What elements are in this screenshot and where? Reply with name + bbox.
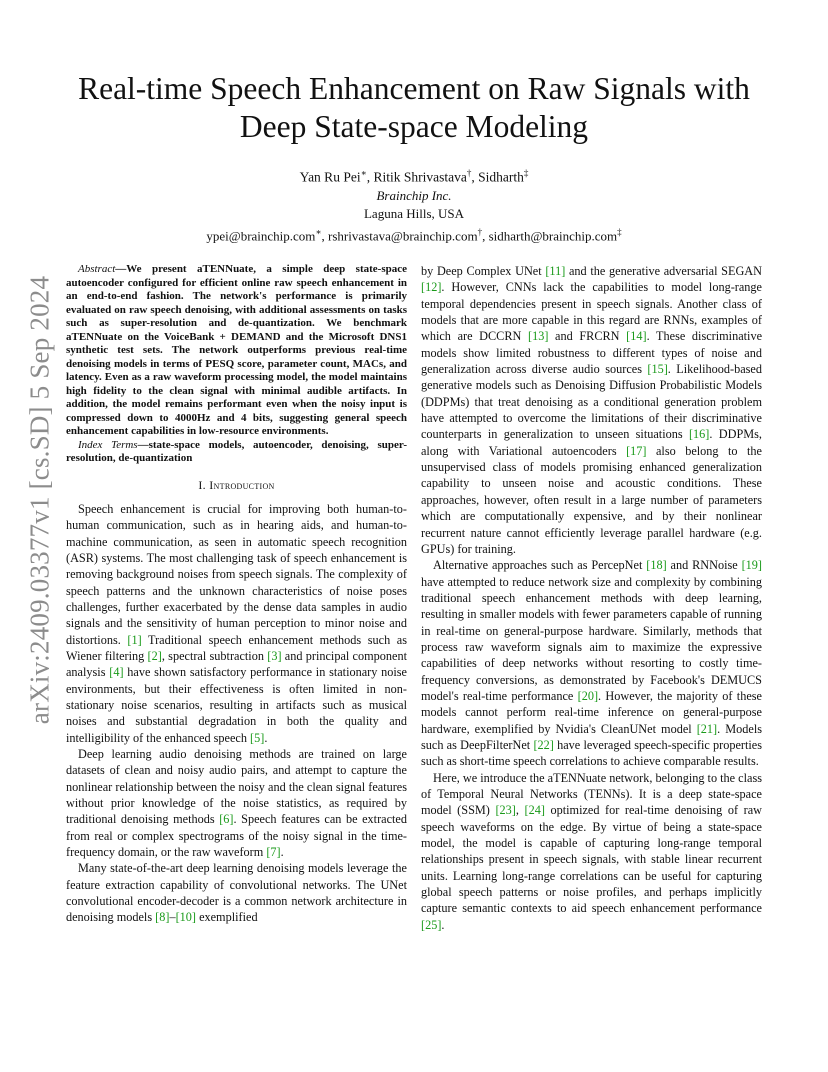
citation-link[interactable]: [16]: [688, 427, 710, 442]
location: Laguna Hills, USA: [363, 205, 465, 221]
index-terms: [66, 439, 407, 466]
paragraph: [66, 860, 407, 925]
citation-link[interactable]: [10]: [175, 910, 196, 925]
author-emails: [66, 223, 762, 245]
citation-link[interactable]: [20]: [577, 688, 599, 703]
citation-link[interactable]: [21]: [696, 721, 718, 736]
text-run: have attempted to reduce network size and complexity by combining traditional speech enhancement methods with deep learning, resulting in smaller models with fewer parameters capable of running in real-time on general-purpose hardware. Similarly, methods that process raw waveform signals aim to maximize the expressive capabilities of deep networks without resorting to costly time-frequency conversions, as demonstrated by Facebook's DEMUCS model's real-time performance: [421, 574, 762, 703]
abstract-label: Abstract: [78, 263, 116, 275]
text-run: . Likelihood-based generative models such as Denoising Diffusion Probabilistic Models (DDPMs) that treat denoising as a conditional generation problem have attempted to overcome the limitations of their discriminative counterparts in generalization to unseen situations: [421, 362, 762, 442]
email-mark-3: ‡: [617, 226, 622, 237]
right-column: [421, 263, 762, 933]
section-heading: I. Introduction: [198, 477, 275, 492]
citation-link[interactable]: [12]: [421, 280, 442, 295]
text-run: have shown satisfactory performance in stationary noise environments, but their effectiveness is often limited in non-stationary noise scenarios, resulting in artifacts such as musical noises and substantial degradation in both the quality and intelligibility of the enhanced speech: [66, 665, 407, 745]
text-run: . DDPMs, along with Variational autoencoders: [421, 427, 762, 458]
text-run: optimized for real-time denoising of raw speech waveforms on the edge. By virtue of being a state-space model, the model is capable of capturing long-range temporal relationships present in speech signals, with stable linear recurrent units. Learning long-range correlations can be useful for capturing global speech patterns or noise profiles, and perhaps implicitly capture semantic contexts to aid speech enhancement performance: [421, 803, 763, 916]
index-terms-label: Index Terms: [78, 438, 138, 451]
email-mark-1: ∗: [315, 226, 322, 237]
text-run: .: [441, 917, 445, 932]
affiliation: Brainchip Inc.: [376, 187, 452, 203]
citation-link[interactable]: [19]: [741, 558, 762, 573]
text-run: Here, we introduce the aTENNuate network, belonging to the class of Temporal Neural Networks (TENNs). It is a deep state-space model (SSM): [421, 770, 762, 818]
citation-link[interactable]: [5]: [250, 730, 265, 745]
citation-link[interactable]: [6]: [219, 812, 234, 827]
paragraph: [66, 746, 407, 860]
text-run: . Models such as DeepFilterNet: [421, 721, 762, 752]
text-run: Speech enhancement is crucial for improving both human-to-human communication, such as in hearing aids, and human-to-machine communication, as seen in automatic speech recognition (ASR) systems. The most challenging task of speech enhancement is removing background noises from speech signals. The complexity of speech patterns and the unknown characteristics of noise poses challenges, further exacerbated by the dense data samples in audio signals and the sensitivity of human perception to minor noise and distortions.: [66, 501, 407, 647]
citation-link[interactable]: [8]: [155, 910, 170, 925]
left-column: [66, 263, 407, 926]
author-mark-2: †: [466, 168, 472, 178]
author-names: [66, 164, 762, 187]
citation-link[interactable]: [18]: [646, 558, 667, 573]
paragraph: [421, 263, 762, 557]
citation-link[interactable]: [11]: [545, 264, 566, 278]
citation-link[interactable]: [22]: [533, 737, 554, 752]
text-run: . Speech features can be extracted from real or complex spectrograms of the noisy signal in the time-frequency domain, or the raw waveform: [66, 812, 407, 860]
text-run: Alternative approaches such as PercepNet: [433, 558, 647, 573]
author-3: , Sidharth: [471, 169, 524, 185]
citation-link[interactable]: [15]: [647, 362, 668, 377]
index-terms-text: —state-space models, autoencoder, denoising, super-resolution, de-quantization: [66, 438, 407, 464]
text-run: have leveraged speech-specific properties such as short-time speech correlations to achieve comparable results.: [421, 737, 762, 769]
citation-link[interactable]: [14]: [626, 329, 647, 344]
citation-link[interactable]: [3]: [267, 648, 282, 663]
text-run: also belong to the unsupervised class of models promising enhanced generalization capability to unseen noise and acoustic conditions. These approaches, however, often result in a large number of parameters which are computationally expensive, and by their nonlinear recurrent nature cannot efficiently leverage parallel hardware (e.g. GPUs) for training.: [421, 443, 762, 556]
citation-link[interactable]: [7]: [266, 845, 281, 860]
email-3[interactable]: , sidharth@brainchip.com: [482, 227, 618, 243]
text-run: exemplified: [196, 910, 258, 925]
email-2[interactable]: , rshrivastava@brainchip.com: [321, 227, 478, 243]
author-1: Yan Ru Pei: [299, 169, 361, 185]
paragraph: [421, 557, 762, 769]
abstract: [66, 263, 407, 439]
text-run: Many state-of-the-art deep learning denoising models leverage the feature extraction capability of convolutional networks. The UNet convolutional encoder-decoder is a common network architecture in denoising models: [66, 861, 407, 925]
text-run: –: [169, 910, 176, 925]
text-run: and the generative adversarial SEGAN: [565, 264, 762, 278]
citation-link[interactable]: [23]: [495, 803, 516, 818]
arxiv-stamp: [18, 275, 62, 725]
text-run: by Deep Complex UNet: [421, 264, 546, 278]
paragraph: [421, 770, 762, 933]
citation-link[interactable]: [4]: [109, 665, 124, 680]
text-run: and RNNoise: [666, 558, 742, 573]
email-1[interactable]: ypei@brainchip.com: [206, 227, 316, 243]
citation-link[interactable]: [1]: [127, 632, 142, 647]
citation-link[interactable]: [2]: [147, 648, 162, 663]
text-run: and principal component analysis: [66, 648, 407, 680]
author-2: , Ritik Shrivastava: [366, 169, 467, 185]
citation-link[interactable]: [17]: [626, 443, 647, 458]
abstract-text: —We present aTENNuate, a simple deep state-space autoencoder configured for efficient online raw speech enhancement in an end-to-end fashion. The network's performance is primarily evaluated on raw speech denoising, with additional assessments on tasks such as super-resolution and de-quantization. We benchmark aTENNuate on the VoiceBank + DEMAND and the Microsoft DNS1 synthetic test sets. The network outperforms previous real-time denoising models in terms of PESQ score, parameter count, MACs, and latency. Even as a raw waveform processing model, the model maintains high fidelity to the clean signal with minimal audible artifacts. In addition, the model remains performant even when the noisy input is compressed down to 4000Hz and 4 bits, suggesting general speech enhancement capabilities in low-resource environments.: [66, 263, 407, 437]
paper-title: Real-time Speech Enhancement on Raw Signals with Deep State-space Modeling: [78, 71, 750, 144]
citation-link[interactable]: [24]: [524, 803, 545, 818]
citation-link[interactable]: [25]: [421, 917, 442, 932]
text-run: ,: [515, 803, 525, 818]
email-mark-2: †: [477, 226, 483, 237]
text-run: . These discriminative models show limited robustness to different types of noise and generalization across diverse audio sources: [421, 329, 763, 377]
text-run: and FRCRN: [548, 329, 627, 344]
arxiv-stamp-text: arXiv:2409.03377v1 [cs.SD] 5 Sep 2024: [24, 275, 55, 725]
paragraph: [66, 501, 407, 746]
author-block: [66, 164, 762, 245]
author-mark-3: ‡: [523, 168, 529, 178]
text-run: .: [280, 845, 284, 860]
text-run: . However, the majority of these models cannot perform real-time inference on general-purpose hardware, exemplified by Nvidia's CleanUNet model: [421, 688, 762, 736]
text-run: Traditional speech enhancement methods such as Wiener filtering: [66, 632, 408, 663]
citation-link[interactable]: [13]: [527, 329, 549, 344]
text-run: .: [264, 730, 268, 745]
text-run: , spectral subtraction: [161, 648, 268, 663]
text-run: . However, CNNs lack the capabilities to model long-range temporal dependencies present in speech signals. Another class of models that are more capable in this regard are RNNs, examples of which are DCCRN: [421, 280, 762, 344]
author-mark-1: ∗: [360, 168, 367, 178]
text-run: Deep learning audio denoising methods are trained on large datasets of clean and noisy audio pairs, and attempt to capture the nonlinear relationship between the noisy and the clean signal features without prior knowledge of the noise statistics, as required by traditional denoising methods: [66, 747, 407, 827]
